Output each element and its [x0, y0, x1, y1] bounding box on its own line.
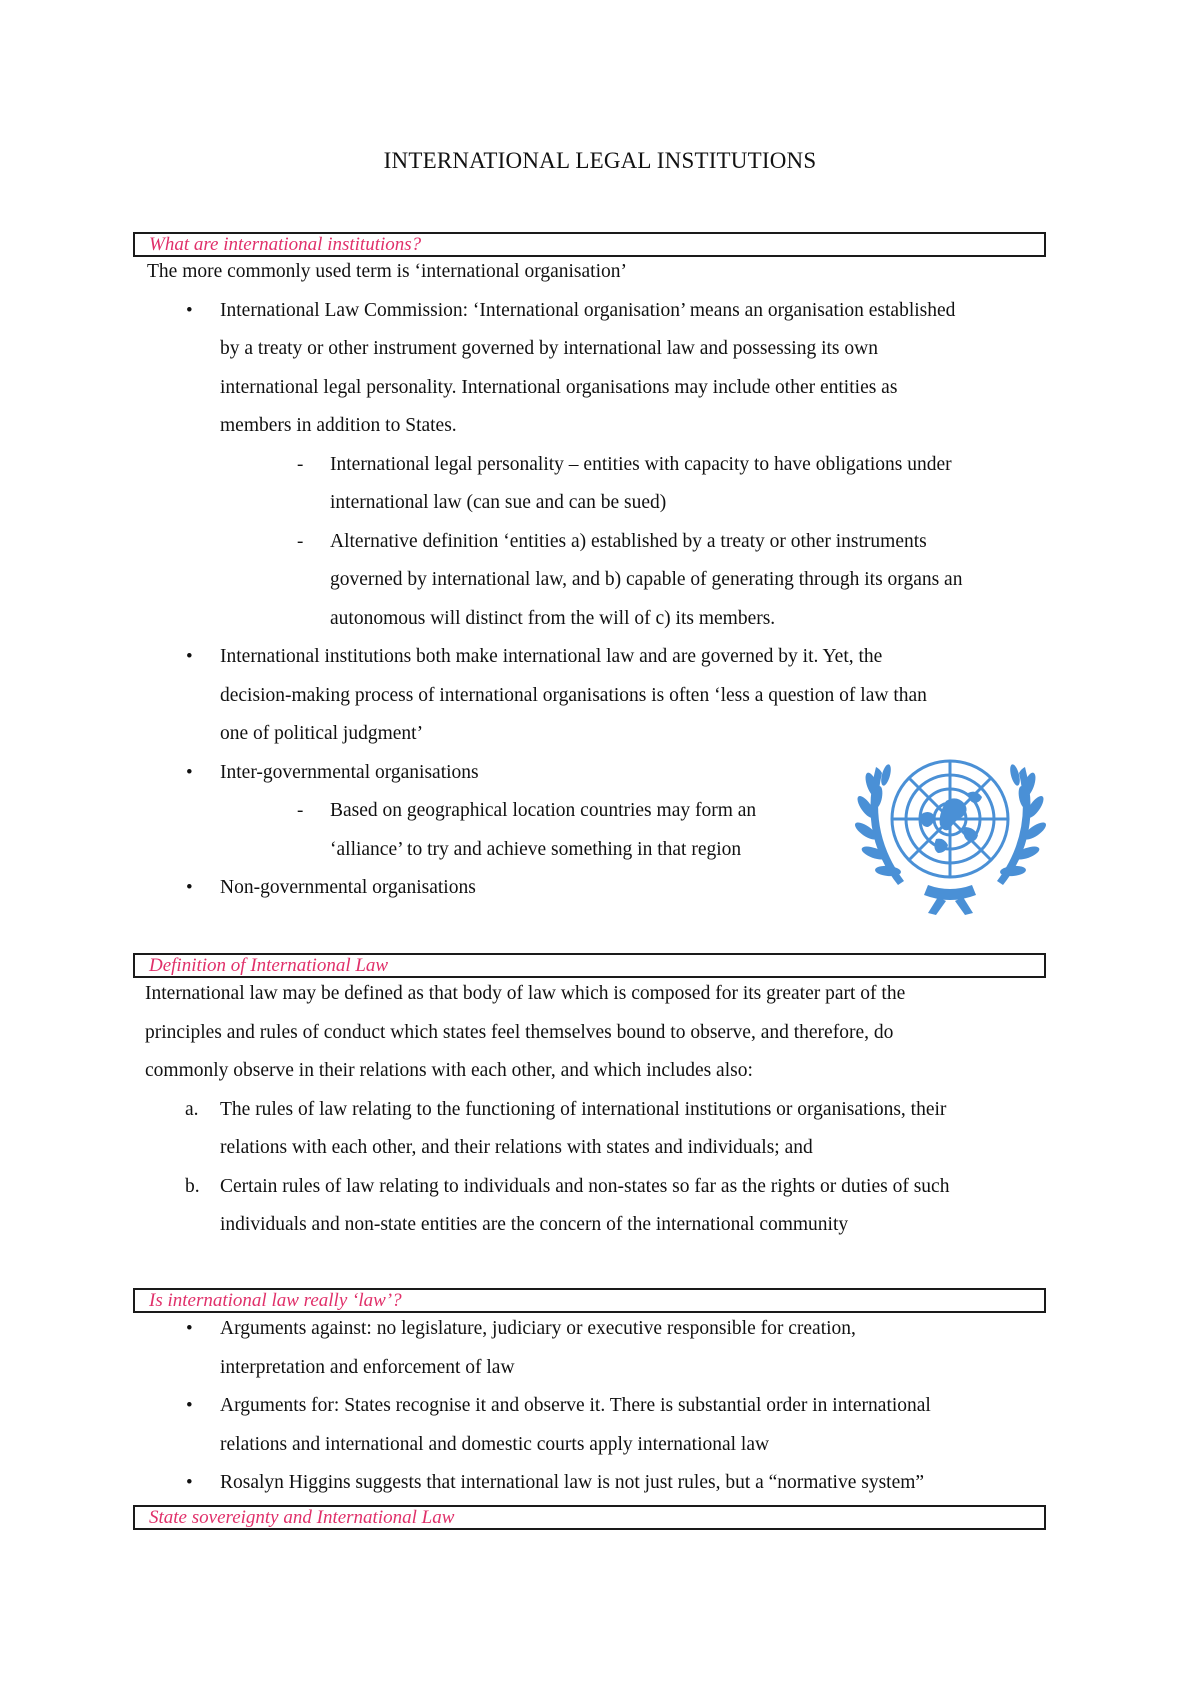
sub-item-line: international law (can sue and can be sued)	[330, 492, 667, 513]
bullet-line: decision-making process of international organisations is often ‘less a question of law than	[220, 685, 927, 706]
bullet-line: international legal personality. International organisations may include other entities as	[220, 377, 898, 398]
list-marker: a.	[185, 1099, 199, 1120]
dash-marker: -	[297, 454, 304, 475]
list-marker: b.	[185, 1176, 200, 1197]
dash-marker: -	[297, 531, 304, 552]
bullet-line: Inter-governmental organisations	[220, 762, 479, 783]
sub-item-line: Alternative definition ‘entities a) established by a treaty or other instruments	[330, 531, 927, 552]
bullet-line: International Law Commission: ‘International organisation’ means an organisation established	[220, 300, 956, 321]
bullet-line: Arguments for: States recognise it and observe it. There is substantial order in international	[220, 1395, 931, 1416]
bullet-icon: •	[186, 762, 193, 783]
bullet-icon: •	[186, 646, 193, 667]
sub-item-line: International legal personality – entities with capacity to have obligations under	[330, 454, 952, 475]
section-intro: The more commonly used term is ‘international organisation’	[147, 261, 627, 282]
paragraph-line: International law may be defined as that body of law which is composed for its greater part of the	[145, 983, 906, 1004]
bullet-line: members in addition to States.	[220, 415, 457, 436]
bullet-icon: •	[186, 1395, 193, 1416]
list-item-line: relations with each other, and their relations with states and individuals; and	[220, 1137, 813, 1158]
bullet-icon: •	[186, 300, 193, 321]
section-heading-is-law: Is international law really ‘law’?	[133, 1288, 1046, 1313]
paragraph-line: commonly observe in their relations with each other, and which includes also:	[145, 1060, 753, 1081]
page-title: INTERNATIONAL LEGAL INSTITUTIONS	[383, 148, 817, 173]
bullet-icon: •	[186, 877, 193, 898]
bullet-line: by a treaty or other instrument governed by international law and possessing its own	[220, 338, 878, 359]
sub-item-line: governed by international law, and b) capable of generating through its organs an	[330, 569, 963, 590]
dash-marker: -	[297, 800, 304, 821]
bullet-icon: •	[186, 1472, 193, 1493]
bullet-line: Rosalyn Higgins suggests that international law is not just rules, but a “normative system”	[220, 1472, 925, 1493]
bullet-line: interpretation and enforcement of law	[220, 1357, 515, 1378]
sub-item-line: autonomous will distinct from the will of c) its members.	[330, 608, 776, 629]
list-item-line: Certain rules of law relating to individuals and non-states so far as the rights or duties of such	[220, 1176, 950, 1197]
list-item-line: individuals and non-state entities are the concern of the international community	[220, 1214, 849, 1235]
bullet-line: one of political judgment’	[220, 723, 424, 744]
bullet-icon: •	[186, 1318, 193, 1339]
sub-item-line: ‘alliance’ to try and achieve something in that region	[330, 839, 742, 860]
sub-item-line: Based on geographical location countries may form an	[330, 800, 757, 821]
paragraph-line: principles and rules of conduct which states feel themselves bound to observe, and therefore, do	[145, 1022, 894, 1043]
un-emblem-icon	[848, 735, 1053, 917]
bullet-line: relations and international and domestic courts apply international law	[220, 1434, 770, 1455]
bullet-line: Arguments against: no legislature, judiciary or executive responsible for creation,	[220, 1318, 856, 1339]
list-item-line: The rules of law relating to the functioning of international institutions or organisations, their	[220, 1099, 947, 1120]
bullet-line: Non-governmental organisations	[220, 877, 476, 898]
section-heading-institutions: What are international institutions?	[133, 232, 1046, 257]
section-heading-sovereignty: State sovereignty and International Law	[133, 1505, 1046, 1530]
section-heading-definition: Definition of International Law	[133, 953, 1046, 978]
bullet-line: International institutions both make international law and are governed by it. Yet, the	[220, 646, 883, 667]
